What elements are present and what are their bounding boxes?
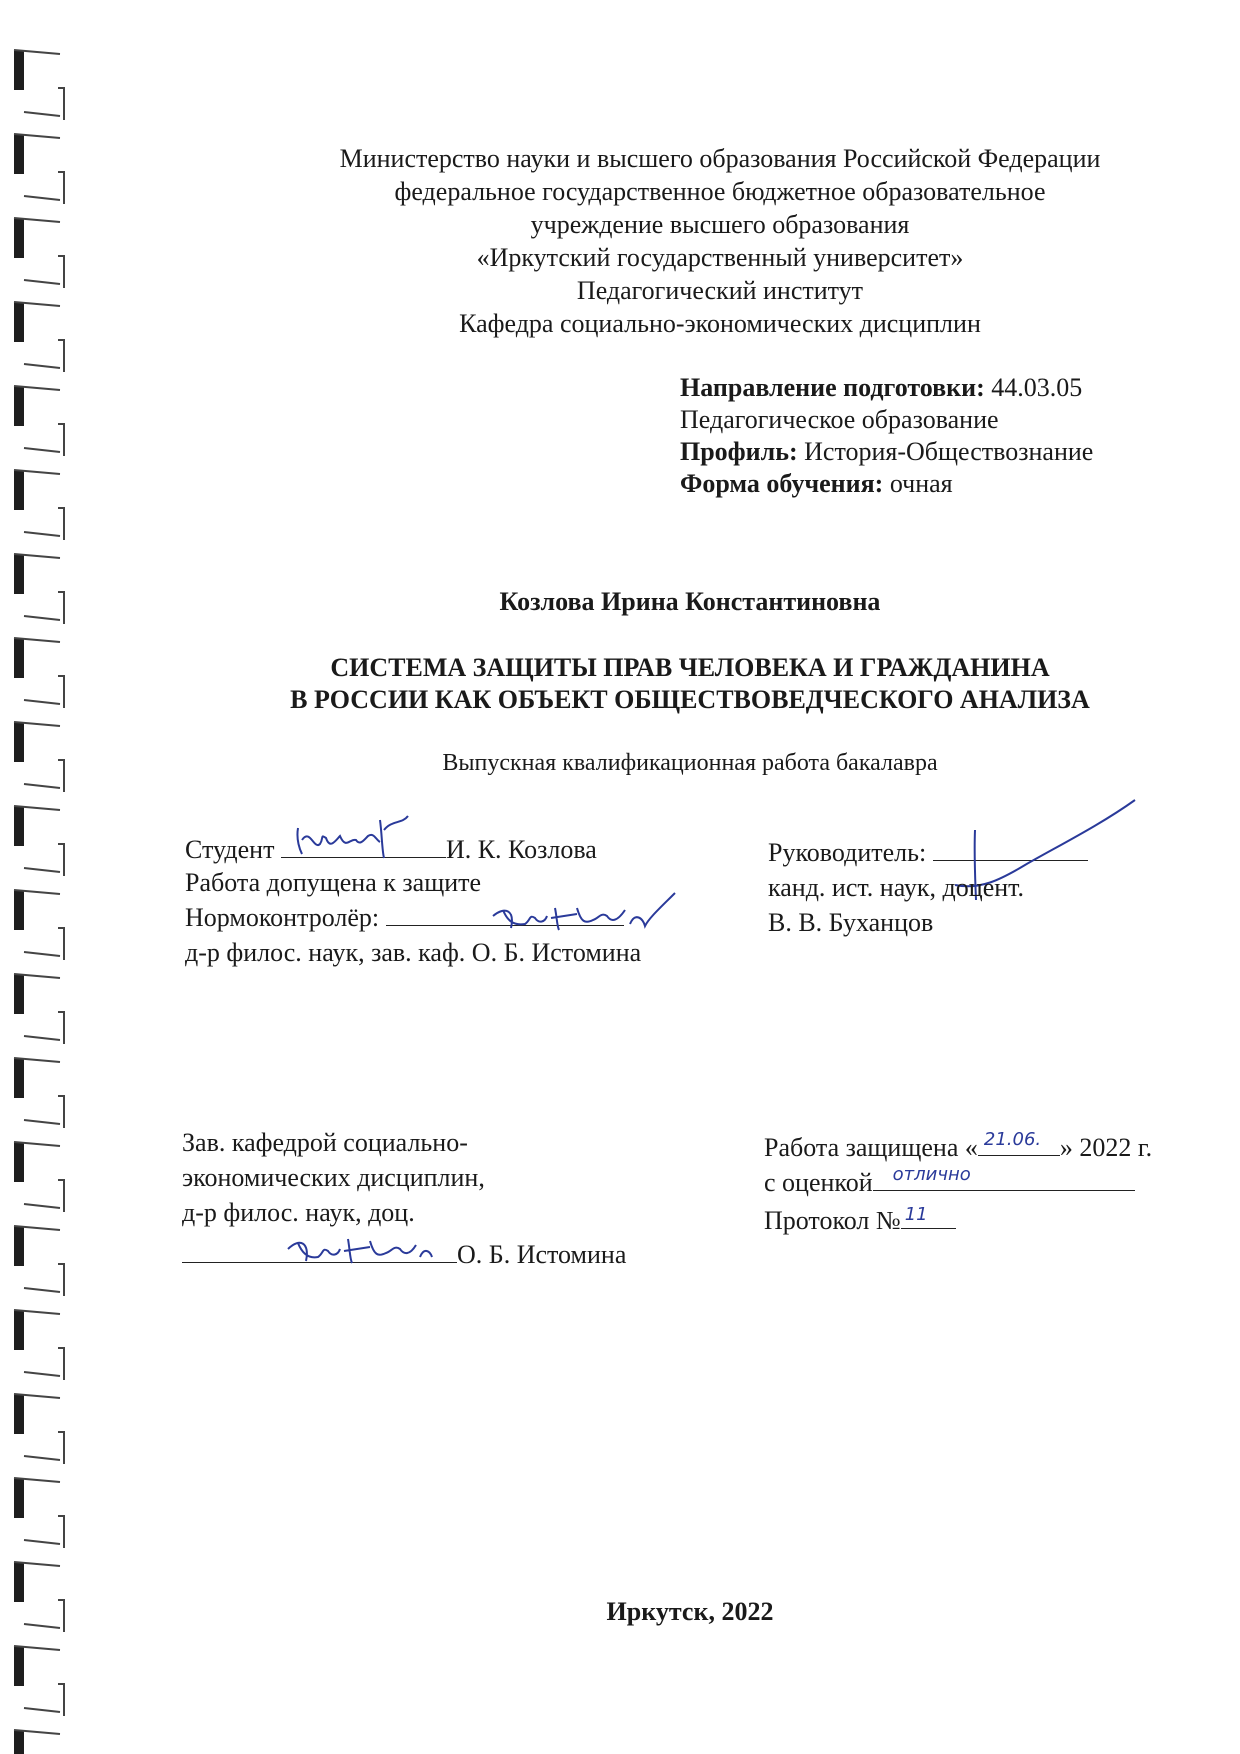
binding-coil	[14, 890, 64, 960]
defense-date-handwritten: 21.06.	[983, 1129, 1042, 1150]
binding-coil	[14, 722, 64, 792]
city-year: Иркутск, 2022	[606, 1597, 774, 1626]
supervisor-name: В. В. Буханцов	[768, 908, 934, 937]
head-signature	[282, 1225, 442, 1270]
profile-value: История-Обществознание	[804, 437, 1094, 466]
head-line-2: экономических дисциплин,	[182, 1163, 485, 1192]
normcontrol-person: д-р филос. наук, зав. каф. О. Б. Истомина	[185, 938, 642, 967]
defense-protocol-blank	[901, 1206, 956, 1229]
binding-coil	[14, 134, 64, 204]
binding-coil	[14, 1478, 64, 1548]
binding-coil	[14, 1646, 64, 1716]
university-name: «Иркутский государственный университет»	[476, 243, 964, 272]
binding-coil	[14, 386, 64, 456]
institution-line-1: федеральное государственное бюджетное образовательное	[394, 177, 1046, 206]
program-info	[680, 372, 1093, 500]
binding-coil	[14, 470, 64, 540]
institute-name: Педагогический институт	[576, 276, 864, 305]
student-signature	[290, 810, 420, 860]
defense-grade-handwritten: отлично	[892, 1164, 971, 1185]
binding-coil	[14, 1226, 64, 1296]
binding-coil	[14, 1142, 64, 1212]
form-value: очная	[889, 469, 953, 498]
binding-coil	[14, 50, 64, 120]
head-line-1: Зав. кафедрой социально-	[182, 1128, 468, 1157]
admitted-to-defense: Работа допущена к защите	[185, 868, 482, 897]
defense-grade-label: с оценкой	[764, 1168, 873, 1197]
normcontrol-signature	[485, 888, 685, 938]
head-line-3: д-р филос. наук, доц.	[182, 1198, 415, 1227]
institution-line-2: учреждение высшего образования	[530, 210, 910, 239]
defense-protocol-line	[764, 1206, 956, 1236]
binding-coil	[14, 1058, 64, 1128]
defense-protocol-handwritten: 11	[904, 1204, 928, 1225]
form-label: Форма обучения:	[680, 469, 884, 498]
normcontrol-label: Нормоконтролёр:	[185, 903, 380, 932]
profile-label: Профиль:	[680, 437, 798, 466]
student-label: Студент	[185, 835, 275, 864]
title-line-1: СИСТЕМА ЗАЩИТЫ ПРАВ ЧЕЛОВЕКА И ГРАЖДАНИНА	[330, 653, 1050, 682]
binding-coil	[14, 1562, 64, 1632]
work-type: Выпускная квалификационная работа бакалавра	[442, 750, 938, 776]
defense-protected-prefix: Работа защищена «	[764, 1133, 978, 1162]
binding-coil	[14, 1310, 64, 1380]
direction-value-cont: Педагогическое образование	[680, 405, 999, 434]
author-name: Козлова Ирина Константиновна	[499, 587, 881, 616]
binding-coil	[14, 218, 64, 288]
title-line-2: В РОССИИ КАК ОБЪЕКТ ОБЩЕСТВОВЕДЧЕСКОГО АНАЛИЗА	[290, 685, 1090, 714]
ministry-line: Министерство науки и высшего образования Российской Федерации	[339, 144, 1101, 173]
defense-grade-line	[764, 1164, 1135, 1198]
binding-coil	[14, 806, 64, 876]
institution-header	[300, 142, 1140, 340]
defense-grade-blank	[873, 1164, 1135, 1191]
supervisor-label: Руководитель:	[768, 838, 927, 867]
binding-coil	[14, 302, 64, 372]
defense-protocol-label: Протокол №	[764, 1206, 901, 1235]
department-name: Кафедра социально-экономических дисциплин	[459, 309, 981, 338]
thesis-title	[170, 652, 1210, 716]
binding-coil	[14, 974, 64, 1044]
binding-coil	[14, 1394, 64, 1464]
student-name: И. К. Козлова	[445, 835, 597, 864]
binding-coil	[14, 1730, 64, 1754]
head-name: О. Б. Истомина	[457, 1240, 627, 1269]
defense-protected-suffix: » 2022 г.	[1059, 1133, 1153, 1162]
binding-coil	[14, 638, 64, 708]
direction-value: 44.03.05	[991, 373, 1083, 402]
spiral-binding	[0, 0, 80, 1754]
defense-date-blank	[978, 1129, 1060, 1156]
direction-label: Направление подготовки:	[680, 373, 985, 402]
defense-date-line	[764, 1129, 1153, 1163]
supervisor-degree: канд. ист. наук, доцент.	[768, 873, 1025, 902]
